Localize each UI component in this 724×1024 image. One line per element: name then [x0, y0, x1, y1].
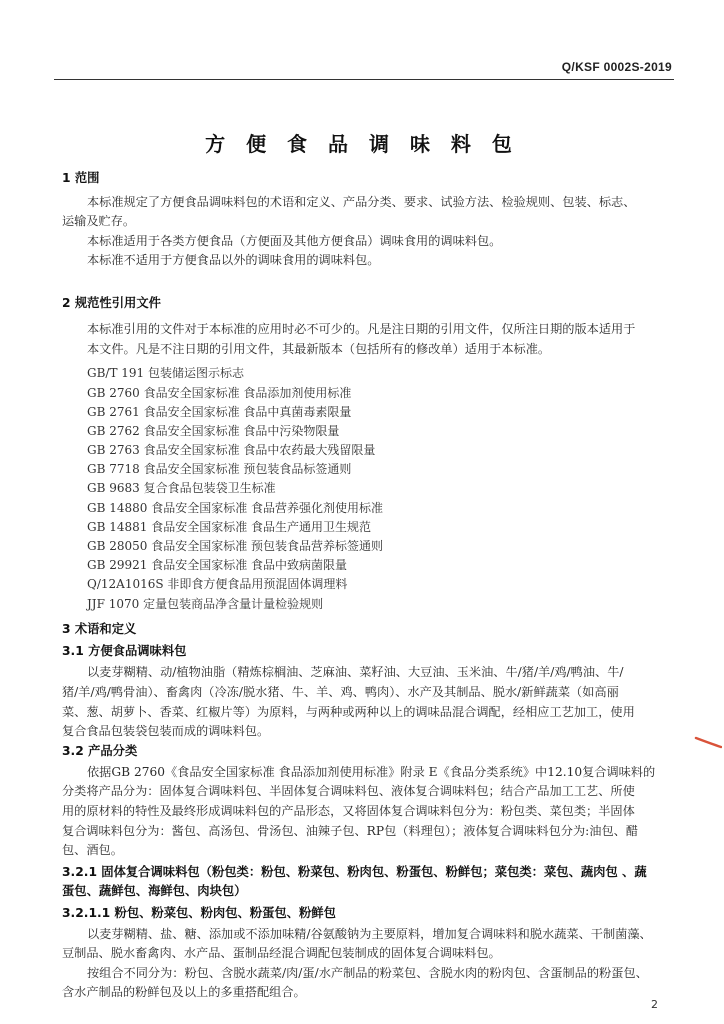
reference-item: GB 9683 复合食品包装袋卫生标准 — [87, 481, 276, 495]
reference-item: JJF 1070 定量包装商品净含量计量检验规则 — [87, 597, 324, 611]
paragraph-line: 菜、葱、胡萝卜、香菜、红椒片等）为原料，与两种或两种以上的调味品混合调配，经相应工艺加工，使用 — [62, 705, 635, 719]
reference-item: GB 14880 食品安全国家标准 食品营养强化剂使用标准 — [87, 501, 384, 515]
subsection-heading: 蛋包、蔬鲜包、海鲜包、肉块包） — [62, 884, 247, 898]
red-ink-mark — [694, 735, 722, 749]
paragraph-line: 猪/羊/鸡/鸭骨油）、畜禽肉（冷冻/脱水猪、牛、羊、鸡、鸭肉）、水产及其制品、脱水/新鲜蔬菜（如高丽 — [62, 685, 619, 699]
document-title: 方 便 食 品 调 味 料 包 — [205, 132, 519, 156]
paragraph-line: 分类将产品分为：固体复合调味料包、半固体复合调味料包、液体复合调味料包；结合产品加工工艺、所使 — [62, 784, 635, 798]
reference-item: GB 2762 食品安全国家标准 食品中污染物限量 — [87, 424, 340, 438]
reference-item: GB 14881 食品安全国家标准 食品生产通用卫生规范 — [87, 520, 372, 534]
paragraph-line: 按组合不同分为：粉包、含脱水蔬菜/肉/蛋/水产制品的粉菜包、含脱水肉的粉肉包、含蛋制品的粉蛋包、 — [87, 966, 648, 980]
subsection-heading: 3.1 方便食品调味料包 — [62, 644, 187, 658]
section-heading: 2 规范性引用文件 — [62, 296, 161, 310]
paragraph-line: 运输及贮存。 — [62, 214, 136, 228]
paragraph-line: 本标准适用于各类方便食品（方便面及其他方便食品）调味食用的调味料包。 — [87, 234, 502, 248]
reference-item: GB 2760 食品安全国家标准 食品添加剂使用标准 — [87, 386, 352, 400]
paragraph-line: 本文件。凡是不注日期的引用文件，其最新版本（包括所有的修改单）适用于本标准。 — [87, 342, 551, 356]
paragraph-line: 依据GB 2760《食品安全国家标准 食品添加剂使用标准》附录 E《食品分类系统》中12.10复合调味料的 — [87, 765, 656, 779]
standard-code: Q/KSF 0002S-2019 — [561, 60, 672, 74]
reference-item: Q/12A1016S 非即食方便食品用预混固体调理料 — [87, 577, 348, 591]
page-number: 2 — [651, 998, 658, 1011]
reference-item: GB 28050 食品安全国家标准 预包装食品营养标签通则 — [87, 539, 384, 553]
paragraph-line: 含水产制品的粉鲜包及以上的多重搭配组合。 — [62, 985, 306, 999]
section-heading: 1 范围 — [62, 171, 100, 185]
subsection-heading: 3.2 产品分类 — [62, 744, 138, 758]
paragraph-line: 本标准引用的文件对于本标准的应用时必不可少的。凡是注日期的引用文件，仅所注日期的版本适用于 — [87, 322, 636, 336]
paragraph-line: 用的原材料的特性及最终形成调味料包的产品形态，又将固体复合调味料包分为：粉包类、菜包类；半固体 — [62, 804, 635, 818]
reference-item: GB 2763 食品安全国家标准 食品中农药最大残留限量 — [87, 443, 376, 457]
reference-item: GB 29921 食品安全国家标准 食品中致病菌限量 — [87, 558, 348, 572]
paragraph-line: 本标准不适用于方便食品以外的调味食用的调味料包。 — [87, 253, 380, 267]
reference-item: GB 2761 食品安全国家标准 食品中真菌毒素限量 — [87, 405, 352, 419]
paragraph-line: 以麦芽糊精、盐、糖、添加或不添加味精/谷氨酸钠为主要原料，增加复合调味料和脱水蔬菜、干制菌藻、 — [87, 927, 652, 941]
header-rule — [54, 79, 674, 80]
subsection-heading: 3.2.1.1 粉包、粉菜包、粉肉包、粉蛋包、粉鲜包 — [62, 906, 336, 920]
reference-item: GB/T 191 包装储运图示标志 — [87, 366, 244, 380]
section-heading: 3 术语和定义 — [62, 622, 137, 636]
paragraph-line: 本标准规定了方便食品调味料包的术语和定义、产品分类、要求、试验方法、检验规则、包装、标志、 — [87, 195, 636, 209]
paragraph-line: 包、酒包。 — [62, 843, 123, 857]
paragraph-line: 复合调味料包分为：酱包、高汤包、骨汤包、油辣子包、RP包（料理包）；液体复合调味料包分为:油包、醋 — [62, 824, 639, 838]
paragraph-line: 以麦芽糊精、动/植物油脂（精炼棕榈油、芝麻油、菜籽油、大豆油、玉米油、牛/猪/羊/鸡/鸭油、牛/ — [87, 665, 624, 679]
paragraph-line: 豆制品、脱水畜禽肉、水产品、蛋制品经混合调配包装制成的固体复合调味料包。 — [62, 946, 501, 960]
paragraph-line: 复合食品包装袋包装而成的调味料包。 — [62, 724, 270, 738]
reference-item: GB 7718 食品安全国家标准 预包装食品标签通则 — [87, 462, 352, 476]
subsection-heading: 3.2.1 固体复合调味料包（粉包类：粉包、粉菜包、粉肉包、粉蛋包、粉鲜包；菜包类：菜包、蔬肉包 、蔬 — [62, 865, 647, 879]
